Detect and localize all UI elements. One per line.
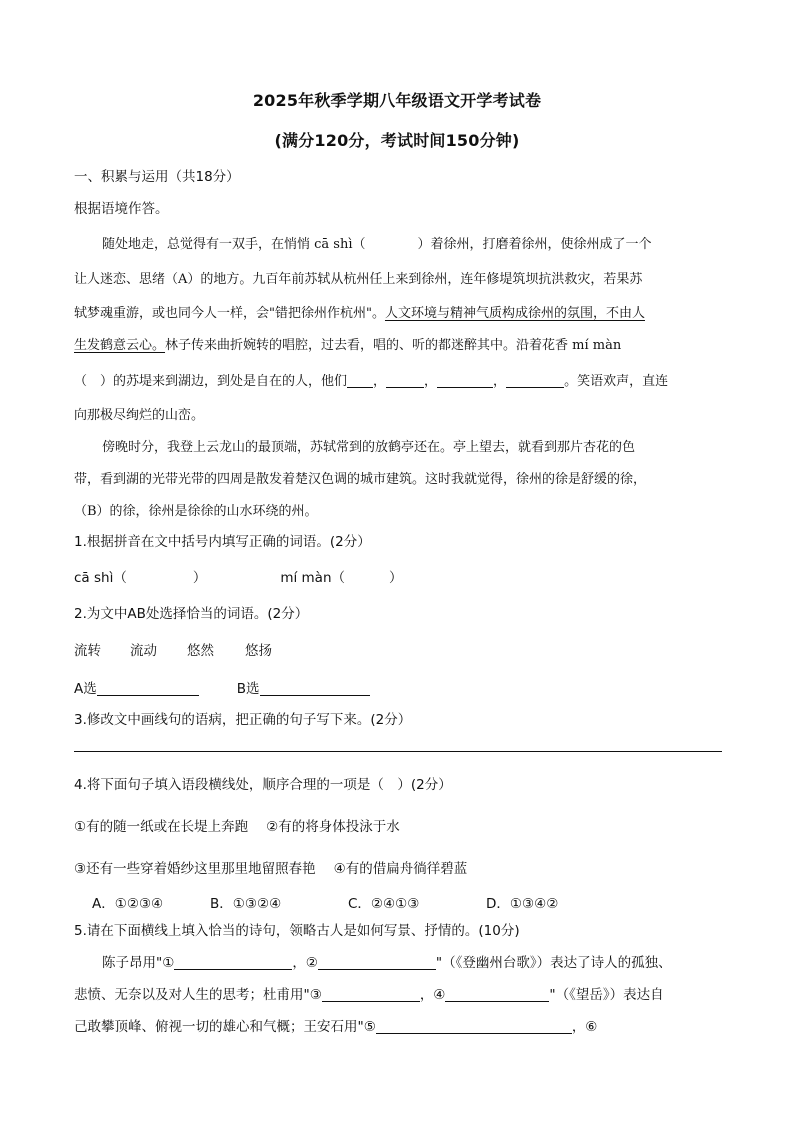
question-2-answers: A选 B选 — [74, 677, 370, 697]
question-4-options — [92, 892, 558, 912]
exam-subtitle: (满分120分，考试时间150分钟) — [274, 131, 520, 150]
word-choice: 流转 — [74, 643, 101, 659]
passage-line: 带，看到湖的光带光带的四周是散发着楚汉色调的城市建筑。这时我就觉得，徐州的徐是舒缓的徐， — [74, 472, 647, 487]
poem-blank-3[interactable] — [322, 987, 420, 1002]
word-choice: 悠然 — [187, 643, 214, 659]
question-4-sentences — [74, 815, 400, 835]
passage-text: 随处地走，总觉得有一双手，在悄悄 cā shì（ — [102, 237, 366, 252]
option-a[interactable]: A．①②③④ — [92, 896, 164, 912]
passage-line — [74, 334, 621, 353]
passage-line — [74, 302, 645, 321]
answer-line[interactable] — [74, 751, 722, 752]
word-choice: 流动 — [130, 643, 157, 659]
fill-blank[interactable] — [347, 373, 373, 388]
option-b[interactable]: B．①③②④ — [210, 896, 282, 912]
passage-line: 向那极尽绚烂的山峦。 — [74, 408, 205, 423]
underlined-sentence: 生发鹤意云心。 — [74, 338, 166, 353]
passage-line: （ ）的苏堤来到湖边，到处是自在的人，他们 ， ， ， 。笑语欢声，直连 — [74, 374, 669, 389]
question-5-prompt: 5.请在下面横线上填入恰当的诗句，领略古人是如何写景、抒情的。(10分) — [74, 923, 520, 939]
poem-blank-1[interactable] — [174, 955, 292, 970]
sentence-3: ③还有一些穿着婚纱这里那里地留照春艳 — [74, 861, 316, 877]
exam-title: 2025年秋季学期八年级语文开学考试卷 — [252, 91, 542, 110]
section-heading: 一、积累与运用（共18分） — [74, 169, 240, 185]
poem-blank-5[interactable] — [376, 1019, 572, 1034]
poem-blank-2[interactable] — [318, 955, 436, 970]
sentence-4: ④有的借扁舟徜徉碧蓝 — [333, 861, 468, 877]
section-instruction: 根据语境作答。 — [74, 201, 169, 217]
sentence-1: ①有的随一纸或在长堤上奔跑 — [74, 819, 249, 835]
passage-text: 轼梦魂重游，或也同今人一样，会"错把徐州作杭州"。 — [74, 306, 385, 321]
question-4-prompt: 4.将下面句子填入语段横线处，顺序合理的一项是（ ）(2分） — [74, 777, 452, 793]
poem-blank-4[interactable] — [445, 987, 549, 1002]
answer-b-blank[interactable] — [260, 681, 370, 696]
fill-blank[interactable] — [386, 373, 424, 388]
passage-text: 林子传来曲折婉转的唱腔，过去看，唱的、听的都迷醉其中。沿着花香 mí màn — [165, 338, 622, 353]
word-choice: 悠扬 — [245, 643, 272, 659]
question-1-answers: cā shì（ ） mí màn（ ） — [74, 570, 403, 586]
question-3-prompt: 3.修改文中画线句的语病，把正确的句子写下来。(2分） — [74, 712, 412, 728]
passage-text: （ ）的苏堤来到湖边，到处是自在的人，他们 — [74, 374, 348, 389]
passage-line: 让人迷恋、思绪（A）的地方。九百年前苏轼从杭州任上来到徐州，连年修堤筑坝抗洪救灾，若果苏 — [74, 272, 643, 287]
question-4-sentences — [74, 857, 467, 877]
passage-line: （B）的徐，徐州是徐徐的山水环绕的州。 — [74, 504, 318, 519]
underlined-sentence: 人文环境与精神气质构成徐州的氛围，不由人 — [384, 306, 645, 321]
question-2-choices — [74, 639, 272, 659]
option-c[interactable]: C．②④①③ — [348, 896, 420, 912]
question-5-line: 己敢攀顶峰、俯视一切的雄心和气概；王安石用"⑤ ，⑥ — [74, 1019, 598, 1035]
fill-blank[interactable] — [437, 373, 493, 388]
passage-text: ）着徐州，打磨着徐州，使徐州成了一个 — [417, 237, 652, 252]
question-5-line: 悲愤、无奈以及对人生的思考；杜甫用"③ ，④ "（《望岳》）表达自 — [74, 987, 664, 1003]
option-d[interactable]: D．①③④② — [486, 896, 559, 912]
question-1-prompt: 1.根据拼音在文中括号内填写正确的词语。(2分） — [74, 534, 371, 550]
passage-line — [102, 233, 652, 252]
passage-line: 傍晚时分，我登上云龙山的最顶端，苏轼常到的放鹤亭还在。亭上望去，就看到那片杏花的色 — [102, 440, 636, 455]
sentence-2: ②有的将身体投泳于水 — [266, 819, 400, 835]
question-5-line: 陈子昂用"① ，② "（《登幽州台歌》）表达了诗人的孤独、 — [102, 955, 672, 971]
answer-a-blank[interactable] — [97, 681, 199, 696]
fill-blank[interactable] — [506, 373, 564, 388]
question-2-prompt: 2.为文中AB处选择恰当的词语。(2分） — [74, 606, 309, 622]
